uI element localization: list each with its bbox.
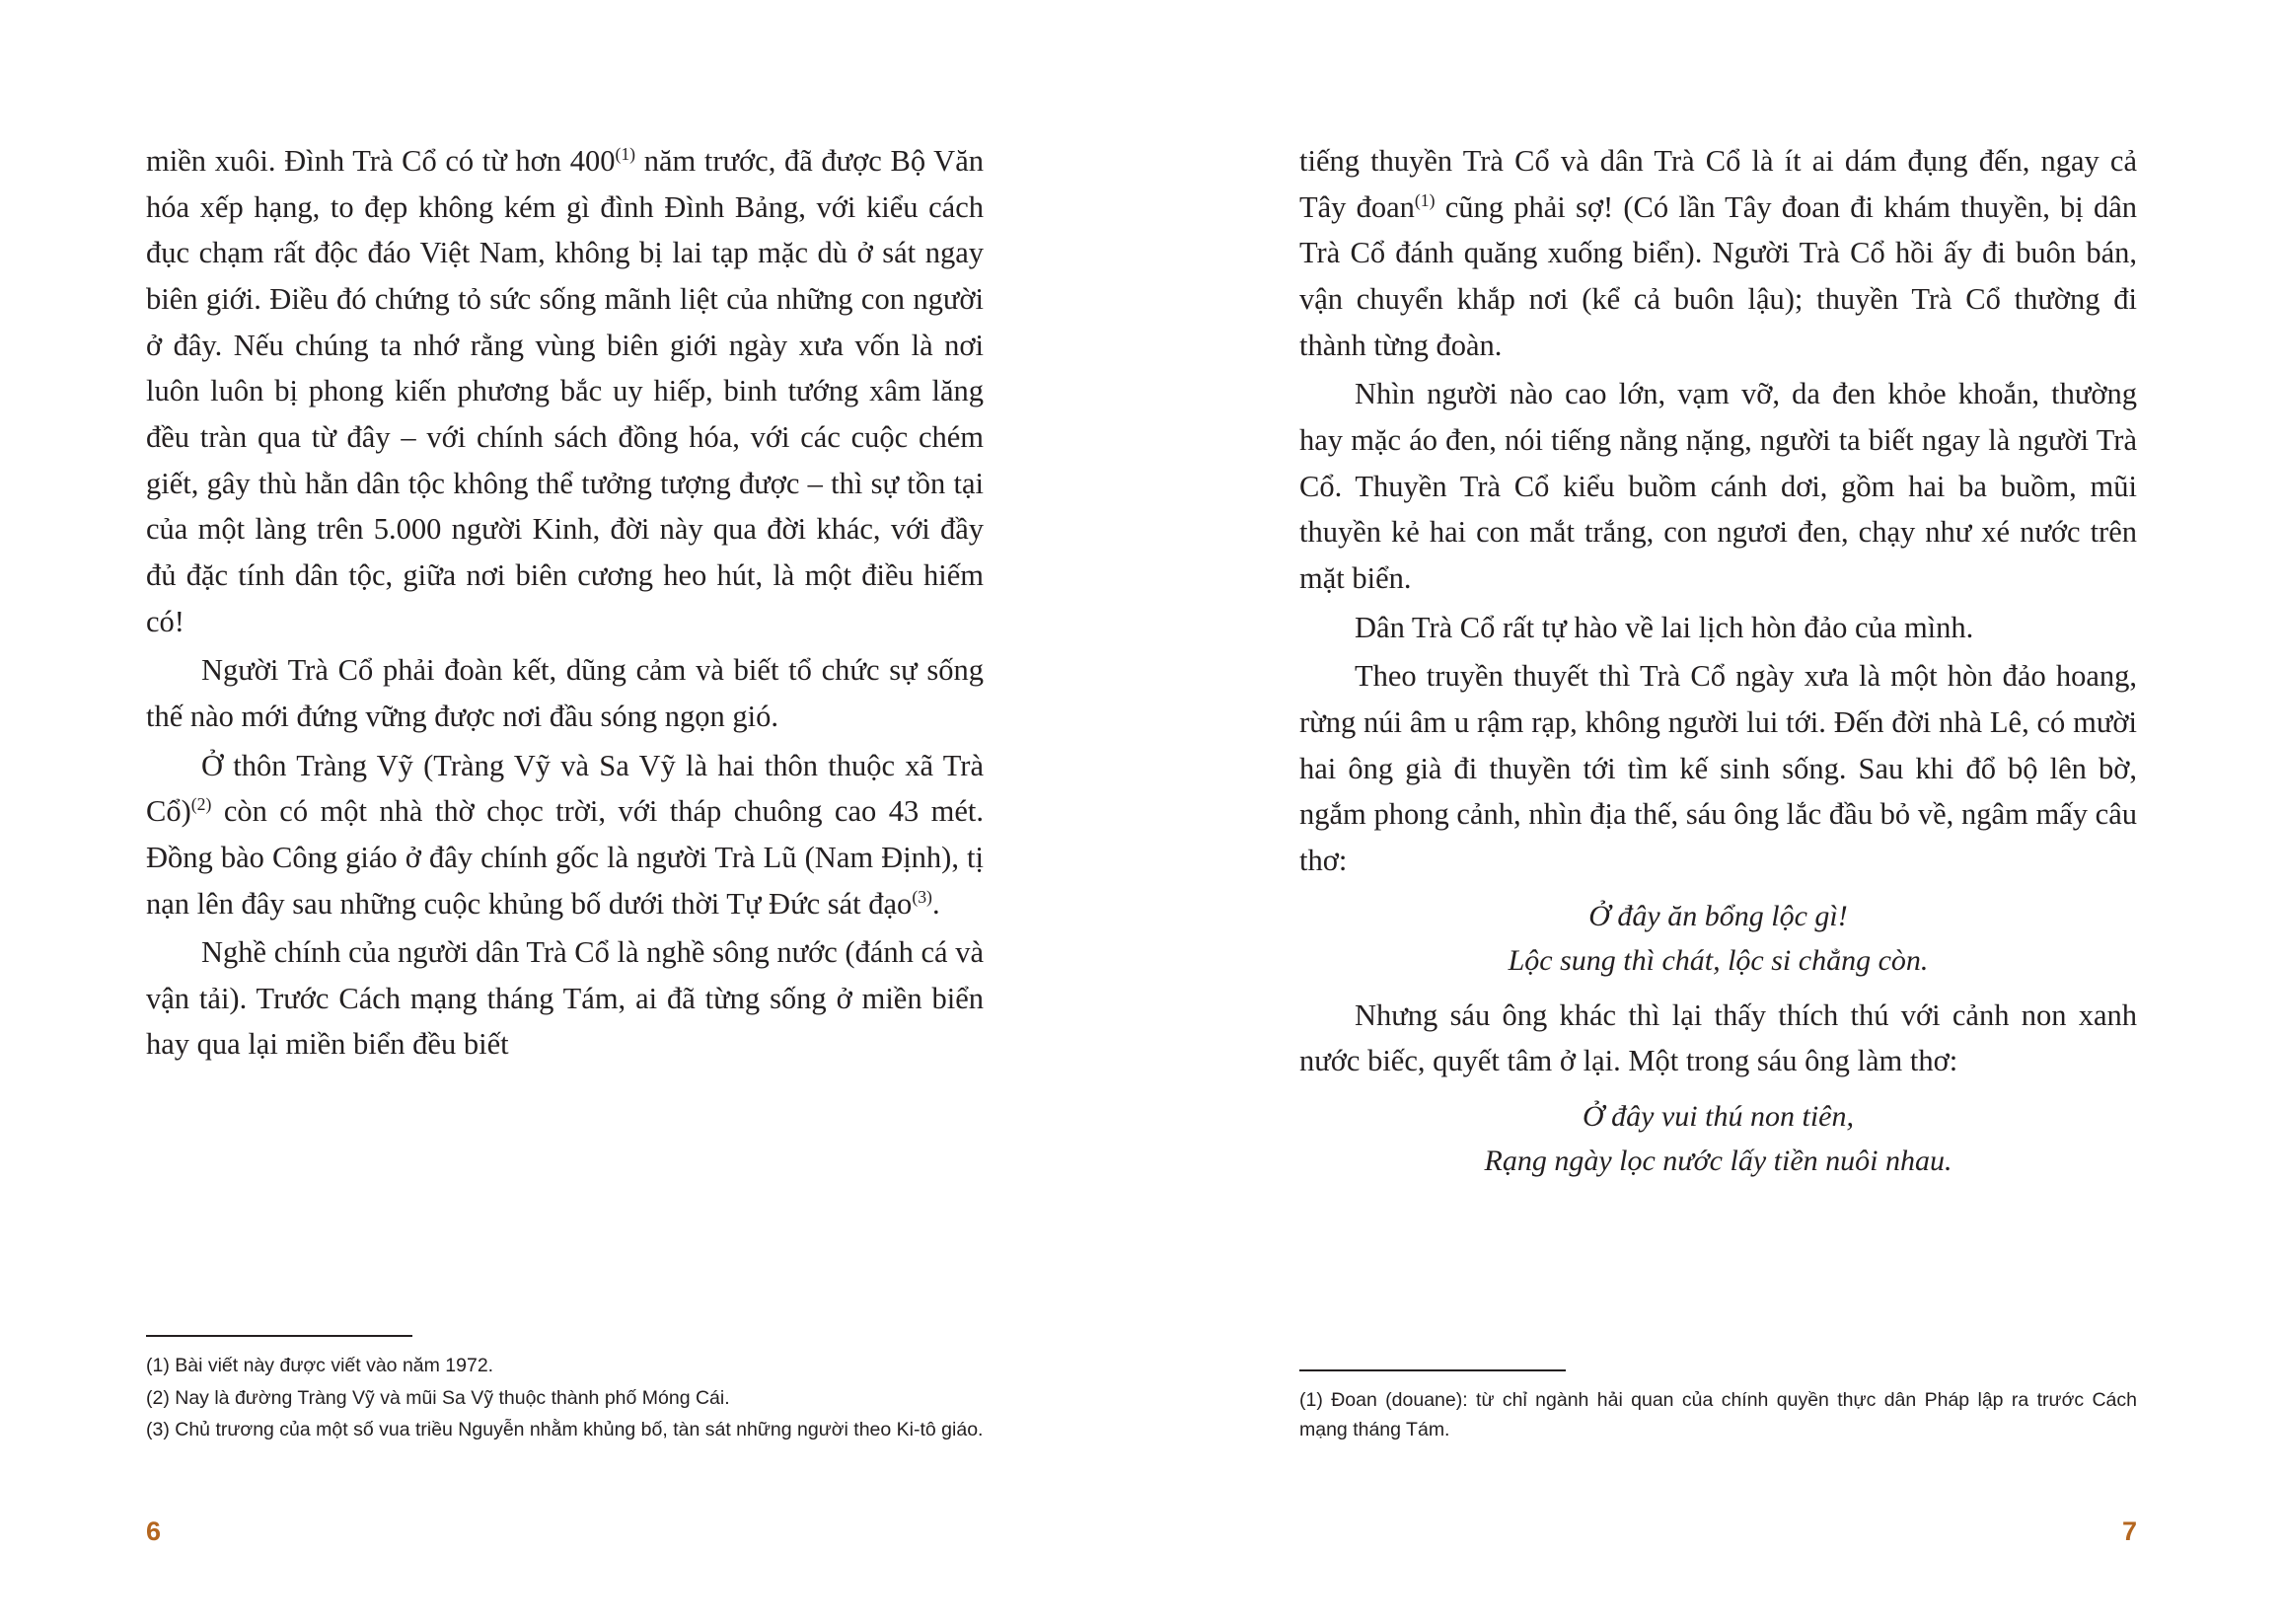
page-right <box>1142 0 2283 1624</box>
verse-line: Lộc sung thì chát, lộc si chẳng còn. <box>1508 943 1929 977</box>
verse-block-one <box>1299 894 2137 983</box>
footnote-divider <box>146 1335 412 1337</box>
paragraph: Nghề chính của người dân Trà Cổ là nghề sông nước (đánh cá và vận tải). Trước Cách mạng tháng Tám, ai đã từng sống ở miền biển hay qua lại miền biển đều biết <box>146 935 984 1062</box>
right-page-footnote-zone <box>1299 1369 2137 1446</box>
footnote-item: (1) Đoan (douane): từ chỉ ngành hải quan của chính quyền thực dân Pháp lập ra trước Cách mạng tháng Tám. <box>1299 1388 2137 1440</box>
paragraph: Theo truyền thuyết thì Trà Cổ ngày xưa là một hòn đảo hoang, rừng núi âm u rậm rạp, không người lui tới. Đến đời nhà Lê, có mười hai ông già đi thuyền tới tìm kế sinh sống. Sau khi đổ bộ lên bờ, ngắm phong cảnh, nhìn địa thế, sáu ông lắc đầu bỏ về, ngâm mấy câu thơ: <box>1299 659 2137 877</box>
verse-line: Ở đây ăn bổng lộc gì! <box>1588 899 1848 932</box>
page-number-right: 7 <box>2121 1516 2137 1546</box>
footnote-divider <box>1299 1369 1566 1371</box>
verse-line: Rạng ngày lọc nước lấy tiền nuôi nhau. <box>1484 1144 1952 1177</box>
paragraph: Nhưng sáu ông khác thì lại thấy thích thú với cảnh non xanh nước biếc, quyết tâm ở lại. Một trong sáu ông làm thơ: <box>1299 997 2137 1078</box>
paragraph: Ở thôn Tràng Vỹ (Tràng Vỹ và Sa Vỹ là hai thôn thuộc xã Trà Cổ)$^{(2)}$ còn có một nhà thờ chọc trời, với tháp chuông cao 43 mét. Đồng bào Công giáo ở đây chính gốc là người Trà Lũ (Nam Định), tị nạn lên đây sau những cuộc khủng bố dưới thời Tự Đức sát đạo$^{(3)}$. <box>146 748 984 921</box>
footnote-item: (2) Nay là đường Tràng Vỹ và mũi Sa Vỹ thuộc thành phố Móng Cái. <box>146 1386 730 1409</box>
left-page-text-column <box>146 138 984 1068</box>
right-page-text-column <box>1299 138 2137 1183</box>
paragraph: Người Trà Cổ phải đoàn kết, dũng cảm và biết tổ chức sự sống thế nào mới đứng vững được nơi đầu sóng ngọn gió. <box>146 653 984 733</box>
paragraph: Dân Trà Cổ rất tự hào về lai lịch hòn đảo của mình. <box>1355 610 1974 644</box>
verse-line: Ở đây vui thú non tiên, <box>1583 1099 1854 1133</box>
left-page-footnote-zone <box>146 1335 984 1446</box>
page-number-left: 6 <box>146 1516 162 1546</box>
footnote-list <box>1299 1385 2137 1444</box>
footnote-list <box>146 1351 984 1444</box>
footnote-item: (3) Chủ trương của một số vua triều Nguyễn nhằm khủng bố, tàn sát những người theo Ki-tô giáo. <box>146 1418 984 1440</box>
paragraph: tiếng thuyền Trà Cổ và dân Trà Cổ là ít ai dám đụng đến, ngay cả Tây đoan$^{(1)}$ cũng phải sợ! (Có lần Tây đoan đi khám thuyền, bị dân Trà Cổ đánh quăng xuống biển). Người Trà Cổ hồi ấy đi buôn bán, vận chuyển khắp nơi (kể cả buôn lậu); thuyền Trà Cổ thường đi thành từng đoàn. <box>1299 144 2137 362</box>
verse-block-two <box>1299 1094 2137 1183</box>
paragraph: miền xuôi. Đình Trà Cổ có từ hơn 400$^{(1)}$ năm trước, đã được Bộ Văn hóa xếp hạng, to đẹp không kém gì đình Đình Bảng, với kiểu cách đục chạm rất độc đáo Việt Nam, không bị lai tạp mặc dù ở sát ngay biên giới. Điều đó chứng tỏ sức sống mãnh liệt của những con người ở đây. Nếu chúng ta nhớ rằng vùng biên giới ngày xưa vốn là nơi luôn luôn bị phong kiến phương bắc uy hiếp, binh tướng xâm lăng đều tràn qua từ đây – với chính sách đồng hóa, với các cuộc chém giết, gây thù hằn dân tộc không thể tưởng tượng được – thì sự tồn tại của một làng trên 5.000 người Kinh, đời này qua đời khác, với đầy đủ đặc tính dân tộc, giữa nơi biên cương heo hút, là một điều hiếm có! <box>146 143 984 638</box>
paragraph: Nhìn người nào cao lớn, vạm vỡ, da đen khỏe khoắn, thường hay mặc áo đen, nói tiếng nằng nặng, người ta biết ngay là người Trà Cổ. Thuyền Trà Cổ kiểu buồm cánh dơi, gồm hai ba buồm, mũi thuyền kẻ hai con mắt trắng, con ngươi đen, chạy như xé nước trên mặt biển. <box>1299 377 2137 595</box>
footnote-item: (1) Bài viết này được viết vào năm 1972. <box>146 1355 494 1377</box>
